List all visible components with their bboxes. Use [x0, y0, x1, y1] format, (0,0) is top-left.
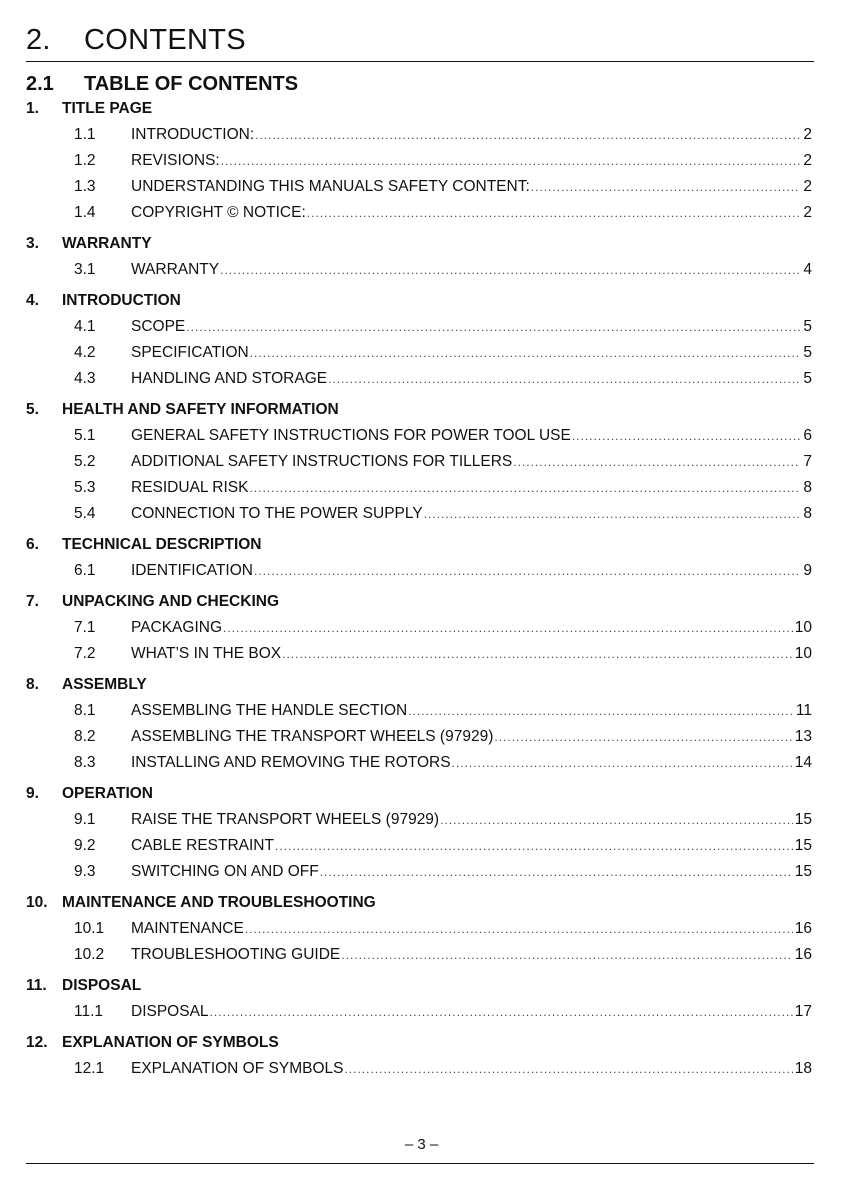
section-number: 9.: [26, 785, 39, 802]
toc-heading: [26, 71, 814, 97]
dot-leader: [513, 449, 800, 475]
toc-entry[interactable]: [26, 174, 812, 200]
section-number: 11.: [26, 977, 47, 994]
entry-number: 7.2: [74, 645, 96, 662]
entry-title: EXPLANATION OF SYMBOLS: [131, 1060, 344, 1077]
section-title: HEALTH AND SAFETY INFORMATION: [62, 401, 339, 418]
entry-page-number: 2: [803, 178, 812, 195]
entry-number: 4.1: [74, 318, 96, 335]
section-title: TECHNICAL DESCRIPTION: [62, 536, 262, 553]
toc-section: [26, 532, 812, 584]
entry-number: 1.4: [74, 204, 96, 221]
toc-section: [26, 672, 812, 776]
entry-number: 1.2: [74, 152, 96, 169]
entry-page-number: 5: [803, 318, 812, 335]
toc-section-heading[interactable]: [26, 781, 812, 807]
toc-entry[interactable]: [26, 257, 812, 283]
dot-leader: [275, 833, 793, 859]
entry-title: GENERAL SAFETY INSTRUCTIONS FOR POWER TOOL USE: [131, 427, 571, 444]
entry-number: 5.1: [74, 427, 96, 444]
toc-entry[interactable]: [26, 200, 812, 226]
dot-leader: [282, 641, 793, 667]
dot-leader: [254, 558, 800, 584]
entry-page-number: 15: [794, 863, 812, 880]
dot-leader: [186, 314, 800, 340]
toc-section-heading[interactable]: [26, 672, 812, 698]
entry-title: HANDLING AND STORAGE: [131, 370, 328, 387]
entry-number: 8.2: [74, 728, 96, 745]
toc-heading-number: 2.1: [26, 73, 54, 95]
toc-entry[interactable]: [26, 449, 812, 475]
toc-entry[interactable]: [26, 698, 812, 724]
entry-number: 5.2: [74, 453, 96, 470]
entry-number: 1.3: [74, 178, 96, 195]
toc-section-heading[interactable]: [26, 96, 812, 122]
entry-number: 9.2: [74, 837, 96, 854]
entry-title: CABLE RESTRAINT: [131, 837, 274, 854]
dot-leader: [452, 750, 793, 776]
section-title: UNPACKING AND CHECKING: [62, 593, 279, 610]
section-title: EXPLANATION OF SYMBOLS: [62, 1034, 279, 1051]
entry-page-number: 11: [795, 702, 812, 719]
dot-leader: [255, 122, 800, 148]
toc-section-heading[interactable]: [26, 589, 812, 615]
toc-section-heading[interactable]: [26, 1030, 812, 1056]
entry-title: ADDITIONAL SAFETY INSTRUCTIONS FOR TILLERS: [131, 453, 513, 470]
entry-title: SWITCHING ON AND OFF: [131, 863, 319, 880]
entry-number: 10.1: [74, 920, 105, 937]
entry-number: 5.4: [74, 505, 96, 522]
dot-leader: [424, 501, 800, 527]
toc-entry[interactable]: [26, 558, 812, 584]
section-title: MAINTENANCE AND TROUBLESHOOTING: [62, 894, 376, 911]
section-number: 5.: [26, 401, 39, 418]
section-title: OPERATION: [62, 785, 153, 802]
entry-page-number: 15: [794, 811, 812, 828]
header-divider: [26, 61, 814, 62]
entry-number: 8.3: [74, 754, 96, 771]
dot-leader: [408, 698, 794, 724]
entry-page-number: 2: [803, 152, 812, 169]
entry-title: SPECIFICATION: [131, 344, 249, 361]
entry-title: PACKAGING: [131, 619, 223, 636]
entry-page-number: 4: [803, 261, 812, 278]
toc-entry[interactable]: [26, 366, 812, 392]
section-number: 12.: [26, 1034, 48, 1051]
entry-page-number: 7: [803, 453, 812, 470]
dot-leader: [221, 148, 800, 174]
toc-section: [26, 231, 812, 283]
toc-entry[interactable]: [26, 859, 812, 885]
entry-number: 10.2: [74, 946, 105, 963]
entry-title: IDENTIFICATION: [131, 562, 253, 579]
entry-title: RAISE THE TRANSPORT WHEELS (97929): [131, 811, 440, 828]
header-title: CONTENTS: [84, 24, 246, 56]
toc-entry[interactable]: [26, 724, 812, 750]
toc-entry[interactable]: [26, 807, 812, 833]
entry-page-number: 18: [794, 1060, 812, 1077]
dot-leader: [223, 615, 793, 641]
toc-entry[interactable]: [26, 641, 812, 667]
entry-page-number: 13: [794, 728, 812, 745]
entry-number: 5.3: [74, 479, 96, 496]
dot-leader: [341, 942, 792, 968]
entry-page-number: 17: [794, 1003, 812, 1020]
entry-page-number: 5: [803, 370, 812, 387]
toc-heading-title: TABLE OF CONTENTS: [84, 73, 299, 95]
toc-entry[interactable]: [26, 615, 812, 641]
toc-section: [26, 781, 812, 885]
entry-page-number: 6: [803, 427, 812, 444]
section-title: DISPOSAL: [62, 977, 142, 994]
entry-title: WARRANTY: [131, 261, 220, 278]
entry-title: TROUBLESHOOTING GUIDE: [131, 946, 341, 963]
toc-section-heading[interactable]: [26, 890, 812, 916]
entry-title: MAINTENANCE: [131, 920, 244, 937]
dot-leader: [531, 174, 800, 200]
toc-section: [26, 890, 812, 968]
toc-section-heading[interactable]: [26, 231, 812, 257]
entry-title: INSTALLING AND REMOVING THE ROTORS: [131, 754, 451, 771]
dot-leader: [220, 257, 800, 283]
entry-number: 7.1: [74, 619, 96, 636]
entry-title: INTRODUCTION:: [131, 126, 255, 143]
dot-leader: [494, 724, 792, 750]
toc-entry[interactable]: [26, 475, 812, 501]
toc-entry[interactable]: [26, 122, 812, 148]
entry-number: 4.2: [74, 344, 96, 361]
entry-number: 1.1: [74, 126, 96, 143]
section-number: 6.: [26, 536, 39, 553]
entry-page-number: 10: [794, 619, 812, 636]
entry-title: COPYRIGHT © NOTICE:: [131, 204, 306, 221]
section-title: WARRANTY: [62, 235, 152, 252]
toc-entry[interactable]: [26, 750, 812, 776]
dot-leader: [328, 366, 800, 392]
entry-number: 9.1: [74, 811, 96, 828]
entry-number: 3.1: [74, 261, 96, 278]
entry-title: UNDERSTANDING THIS MANUALS SAFETY CONTENT:: [131, 178, 530, 195]
toc-entry[interactable]: [26, 314, 812, 340]
toc-section: [26, 96, 812, 226]
entry-title: ASSEMBLING THE TRANSPORT WHEELS (97929): [131, 728, 494, 745]
entry-page-number: 5: [803, 344, 812, 361]
section-number: 8.: [26, 676, 39, 693]
section-number: 7.: [26, 593, 39, 610]
page-number: – 3 –: [404, 1136, 439, 1153]
section-number: 3.: [26, 235, 39, 252]
dot-leader: [245, 916, 793, 942]
entry-number: 6.1: [74, 562, 96, 579]
entry-title: REVISIONS:: [131, 152, 220, 169]
section-number: 10.: [26, 894, 48, 911]
table-of-contents: [26, 96, 812, 1087]
toc-section-heading[interactable]: [26, 973, 812, 999]
toc-entry[interactable]: [26, 423, 812, 449]
toc-entry[interactable]: [26, 942, 812, 968]
entry-number: 12.1: [74, 1060, 105, 1077]
entry-title: WHAT’S IN THE BOX: [131, 645, 282, 662]
entry-page-number: 2: [803, 126, 812, 143]
header-number: 2.: [26, 24, 51, 56]
dot-leader: [249, 475, 800, 501]
section-number: 4.: [26, 292, 39, 309]
toc-section-heading[interactable]: [26, 397, 812, 423]
toc-section: [26, 589, 812, 667]
entry-page-number: 16: [794, 946, 812, 963]
toc-entry[interactable]: [26, 340, 812, 366]
entry-number: 8.1: [74, 702, 96, 719]
entry-title: SCOPE: [131, 318, 186, 335]
toc-entry[interactable]: [26, 501, 812, 527]
dot-leader: [320, 859, 793, 885]
entry-title: CONNECTION TO THE POWER SUPPLY: [131, 505, 423, 522]
dot-leader: [572, 423, 800, 449]
section-title: TITLE PAGE: [62, 100, 153, 117]
toc-section-heading[interactable]: [26, 288, 812, 314]
toc-entry[interactable]: [26, 999, 812, 1025]
page-header: [26, 22, 814, 58]
toc-section: [26, 973, 812, 1025]
entry-title: DISPOSAL: [131, 1003, 209, 1020]
toc-entry[interactable]: [26, 916, 812, 942]
toc-entry[interactable]: [26, 833, 812, 859]
toc-section: [26, 288, 812, 392]
entry-number: 11.1: [74, 1003, 104, 1020]
entry-title: RESIDUAL RISK: [131, 479, 249, 496]
toc-section-heading[interactable]: [26, 532, 812, 558]
entry-page-number: 10: [794, 645, 812, 662]
entry-number: 4.3: [74, 370, 96, 387]
toc-section: [26, 1030, 812, 1082]
toc-entry[interactable]: [26, 1056, 812, 1082]
dot-leader: [440, 807, 793, 833]
dot-leader: [344, 1056, 792, 1082]
dot-leader: [250, 340, 800, 366]
dot-leader: [307, 200, 800, 226]
entry-number: 9.3: [74, 863, 96, 880]
entry-page-number: 15: [794, 837, 812, 854]
toc-entry[interactable]: [26, 148, 812, 174]
entry-page-number: 14: [794, 754, 812, 771]
footer-divider: [26, 1163, 814, 1164]
entry-page-number: 9: [803, 562, 812, 579]
section-number: 1.: [26, 100, 39, 117]
entry-title: ASSEMBLING THE HANDLE SECTION: [131, 702, 408, 719]
dot-leader: [210, 999, 793, 1025]
entry-page-number: 8: [803, 505, 812, 522]
toc-section: [26, 397, 812, 527]
section-title: ASSEMBLY: [62, 676, 147, 693]
entry-page-number: 8: [803, 479, 812, 496]
section-title: INTRODUCTION: [62, 292, 181, 309]
entry-page-number: 16: [794, 920, 812, 937]
entry-page-number: 2: [803, 204, 812, 221]
